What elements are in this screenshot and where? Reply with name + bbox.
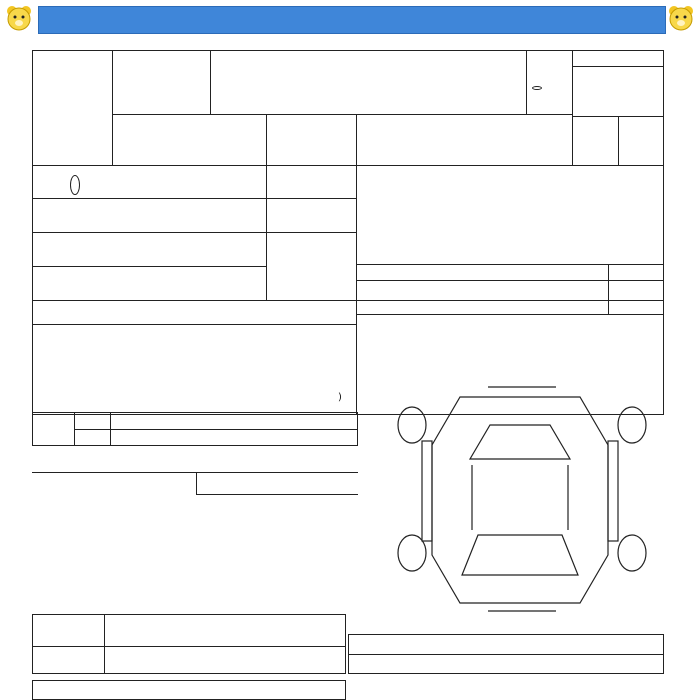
- history-value: [70, 176, 80, 194]
- bear-mascot-icon: [6, 5, 32, 31]
- corner-banner: [38, 6, 666, 34]
- hope-table: [32, 680, 346, 700]
- repair-close: ): [338, 392, 342, 403]
- bear-mascot-icon: [668, 5, 694, 31]
- drive-4wd-circled: [532, 86, 542, 90]
- history-circled: [70, 175, 80, 195]
- chassis-table: [32, 614, 346, 674]
- car-damage-diagram: [380, 385, 664, 615]
